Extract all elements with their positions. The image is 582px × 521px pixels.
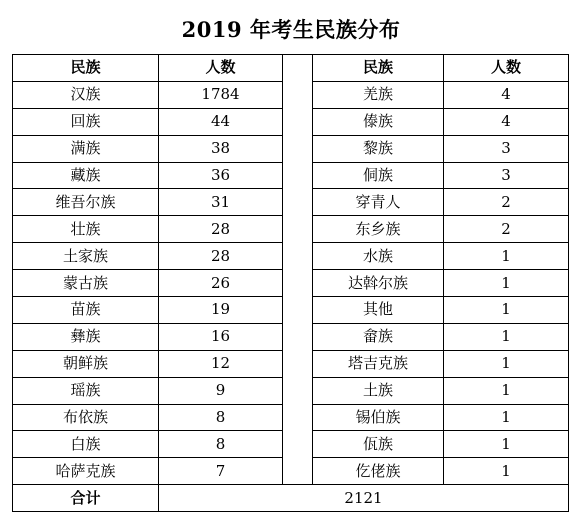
count-cell: 28 [159,243,283,270]
column-gap [283,108,313,135]
table-header-row [13,55,569,82]
count-cell: 38 [159,135,283,162]
ethnicity-name-cell: 佤族 [313,431,444,458]
header-count-right: 人数 [444,55,569,82]
table-row [13,270,569,297]
ethnicity-name-cell: 维吾尔族 [13,189,159,216]
table-row [13,81,569,108]
ethnicity-name-cell: 穿青人 [313,189,444,216]
table-row [13,135,569,162]
count-cell: 9 [159,377,283,404]
header-ethnicity-right: 民族 [313,55,444,82]
table-row [13,243,569,270]
page-title: 2019 年考生民族分布 [181,17,401,42]
column-gap [283,243,313,270]
ethnicity-name-cell: 藏族 [13,162,159,189]
column-gap [283,350,313,377]
column-gap [283,458,313,485]
count-cell: 31 [159,189,283,216]
table-row [13,350,569,377]
ethnicity-name-cell: 其他 [313,297,444,324]
count-cell: 19 [159,297,283,324]
table-row [13,216,569,243]
column-gap [283,216,313,243]
count-cell: 4 [444,108,569,135]
column-gap [283,55,313,82]
count-cell: 4 [444,81,569,108]
total-label: 合计 [13,485,159,512]
ethnicity-name-cell: 侗族 [313,162,444,189]
column-gap [283,189,313,216]
ethnic-distribution-table [12,54,569,512]
column-gap [283,81,313,108]
ethnicity-name-cell: 瑶族 [13,377,159,404]
column-gap [283,270,313,297]
ethnicity-name-cell: 锡伯族 [313,404,444,431]
count-cell: 28 [159,216,283,243]
ethnicity-name-cell: 布依族 [13,404,159,431]
table-row [13,189,569,216]
column-gap [283,323,313,350]
count-cell: 1 [444,404,569,431]
column-gap [283,431,313,458]
count-cell: 1 [444,323,569,350]
column-gap [283,404,313,431]
count-cell: 1 [444,377,569,404]
count-cell: 8 [159,431,283,458]
ethnicity-name-cell: 苗族 [13,297,159,324]
count-cell: 16 [159,323,283,350]
total-value: 2121 [159,485,569,512]
count-cell: 1 [444,243,569,270]
total-row [13,485,569,512]
count-cell: 2 [444,189,569,216]
count-cell: 26 [159,270,283,297]
ethnicity-name-cell: 傣族 [313,108,444,135]
ethnicity-name-cell: 汉族 [13,81,159,108]
count-cell: 3 [444,162,569,189]
count-cell: 1784 [159,81,283,108]
table-row [13,431,569,458]
table-row [13,108,569,135]
count-cell: 1 [444,270,569,297]
ethnicity-name-cell: 蒙古族 [13,270,159,297]
ethnicity-name-cell: 塔吉克族 [313,350,444,377]
ethnicity-name-cell: 朝鲜族 [13,350,159,377]
count-cell: 7 [159,458,283,485]
column-gap [283,135,313,162]
count-cell: 1 [444,431,569,458]
ethnicity-name-cell: 仡佬族 [313,458,444,485]
ethnicity-name-cell: 哈萨克族 [13,458,159,485]
count-cell: 44 [159,108,283,135]
column-gap [283,377,313,404]
ethnicity-name-cell: 彝族 [13,323,159,350]
ethnicity-name-cell: 畲族 [313,323,444,350]
column-gap [283,162,313,189]
table-row [13,323,569,350]
ethnicity-name-cell: 满族 [13,135,159,162]
count-cell: 1 [444,297,569,324]
table-row [13,404,569,431]
table-row [13,458,569,485]
column-gap [283,297,313,324]
count-cell: 1 [444,350,569,377]
table-row [13,297,569,324]
count-cell: 8 [159,404,283,431]
ethnicity-name-cell: 黎族 [313,135,444,162]
ethnicity-name-cell: 水族 [313,243,444,270]
count-cell: 3 [444,135,569,162]
header-ethnicity-left: 民族 [13,55,159,82]
ethnicity-name-cell: 壮族 [13,216,159,243]
table-row [13,162,569,189]
ethnicity-name-cell: 白族 [13,431,159,458]
count-cell: 12 [159,350,283,377]
table-row [13,377,569,404]
count-cell: 36 [159,162,283,189]
ethnicity-name-cell: 达斡尔族 [313,270,444,297]
ethnicity-name-cell: 回族 [13,108,159,135]
header-count-left: 人数 [159,55,283,82]
ethnicity-name-cell: 羌族 [313,81,444,108]
ethnicity-name-cell: 土家族 [13,243,159,270]
ethnicity-name-cell: 东乡族 [313,216,444,243]
count-cell: 2 [444,216,569,243]
ethnicity-name-cell: 土族 [313,377,444,404]
count-cell: 1 [444,458,569,485]
